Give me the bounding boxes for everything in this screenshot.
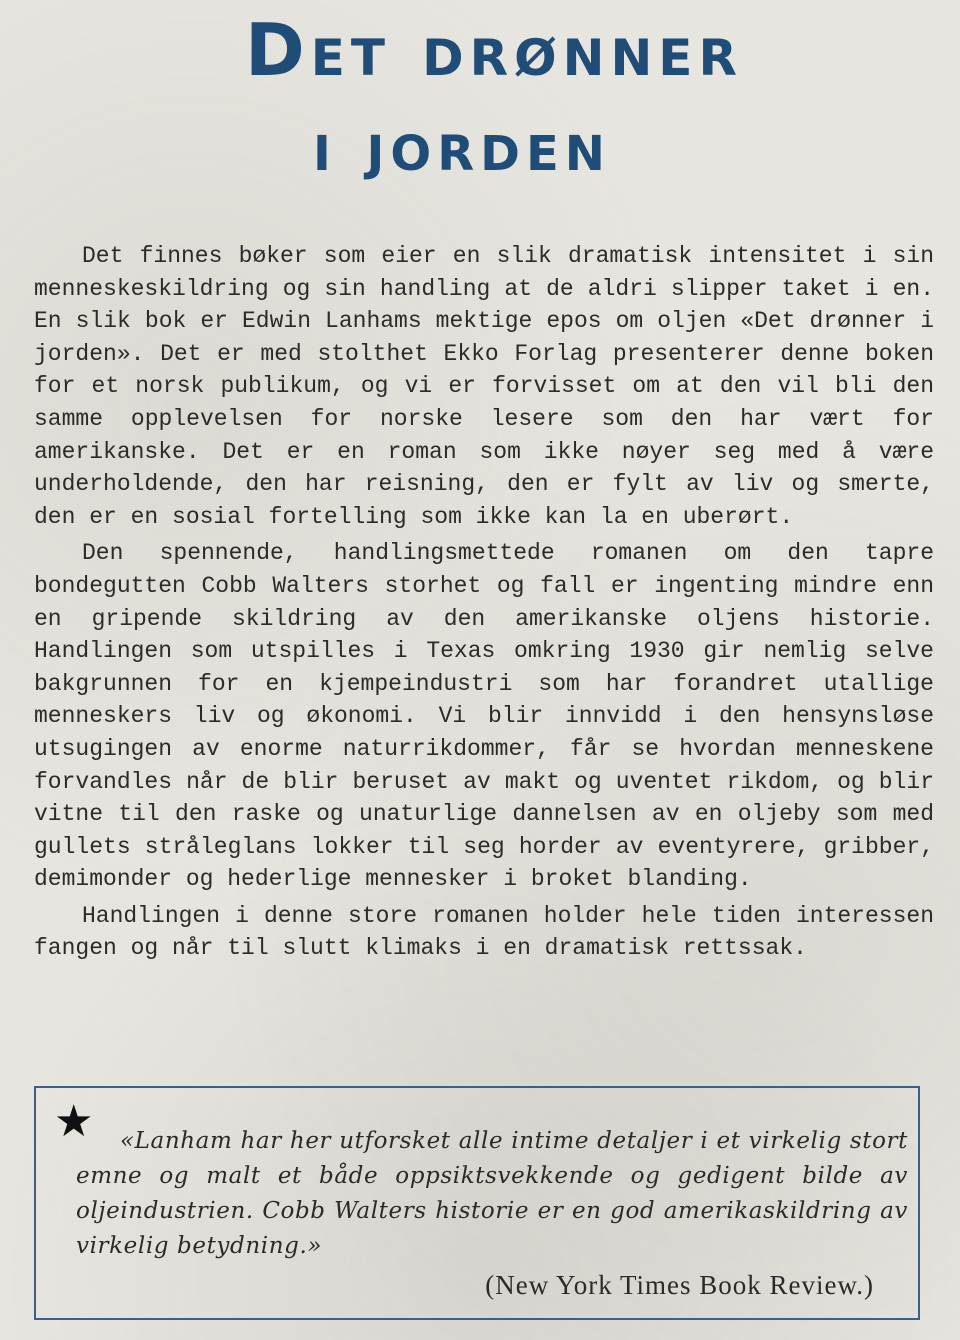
title-line-1: Det drønner: [245, 8, 743, 92]
paragraph-2: Den spennende, handlingsmettede romanen om den tapre bondegutten Cobb Walters storhet og fall er ingenting mindre enn en gripende skildring av den amerikanske oljens historie. Handlingen som utspilles i Texas omkring 1930 gir nemlig selve bakgrunnen for en kjempeindustri som har forandret utallige menneskers liv og økonomi. Vi blir innvidd i den hensynsløse utsugingen av enorme naturrikdommer, får se hvordan menneskene forvandles når de blir beruset av makt og uventet rikdom, og blir vitne til den raske og unaturlige dannelsen av en oljeby som med gullets stråleglans lokker til seg horder av eventyrere, gribber, demimonder og hederlige mennesker i broket blanding.: [34, 540, 934, 893]
star-icon: ★: [54, 1096, 94, 1147]
description-text: [34, 240, 934, 965]
review-quote: «Lanham har her utforsket alle intime detaljer i et virkelig stort emne og malt et både oppsiktsvekkende og gedigent bilde av oljeindustrien. Cobb Walters historie er en god amerikaskildring av virkelig betydning.»: [76, 1128, 908, 1259]
review-quote-box: [34, 1086, 920, 1320]
paragraph-3: Handlingen i denne store romanen holder hele tiden interessen fangen og når til slutt klimaks i en dramatisk rettssak.: [34, 902, 934, 962]
review-attribution: (New York Times Book Review.): [485, 1270, 874, 1300]
paragraph-1: Det finnes bøker som eier en slik dramatisk intensitet i sin menneskeskildring og sin handling at de aldri slipper taket i en. En slik bok er Edwin Lanhams mektige epos om oljen «Det drønner i jorden». Det er med stolthet Ekko Forlag presenterer denne boken for et norsk publikum, og vi er forvisset om at den vil bli den samme opplevelsen for norske lesere som den har vært for amerikanske. Det er en roman som ikke nøyer seg med å være underholdende, den har reisning, den er fylt av liv og smerte, den er en sosial fortelling som ikke kan la en uberørt.: [34, 243, 934, 530]
title-line-2: i jorden: [313, 108, 611, 187]
